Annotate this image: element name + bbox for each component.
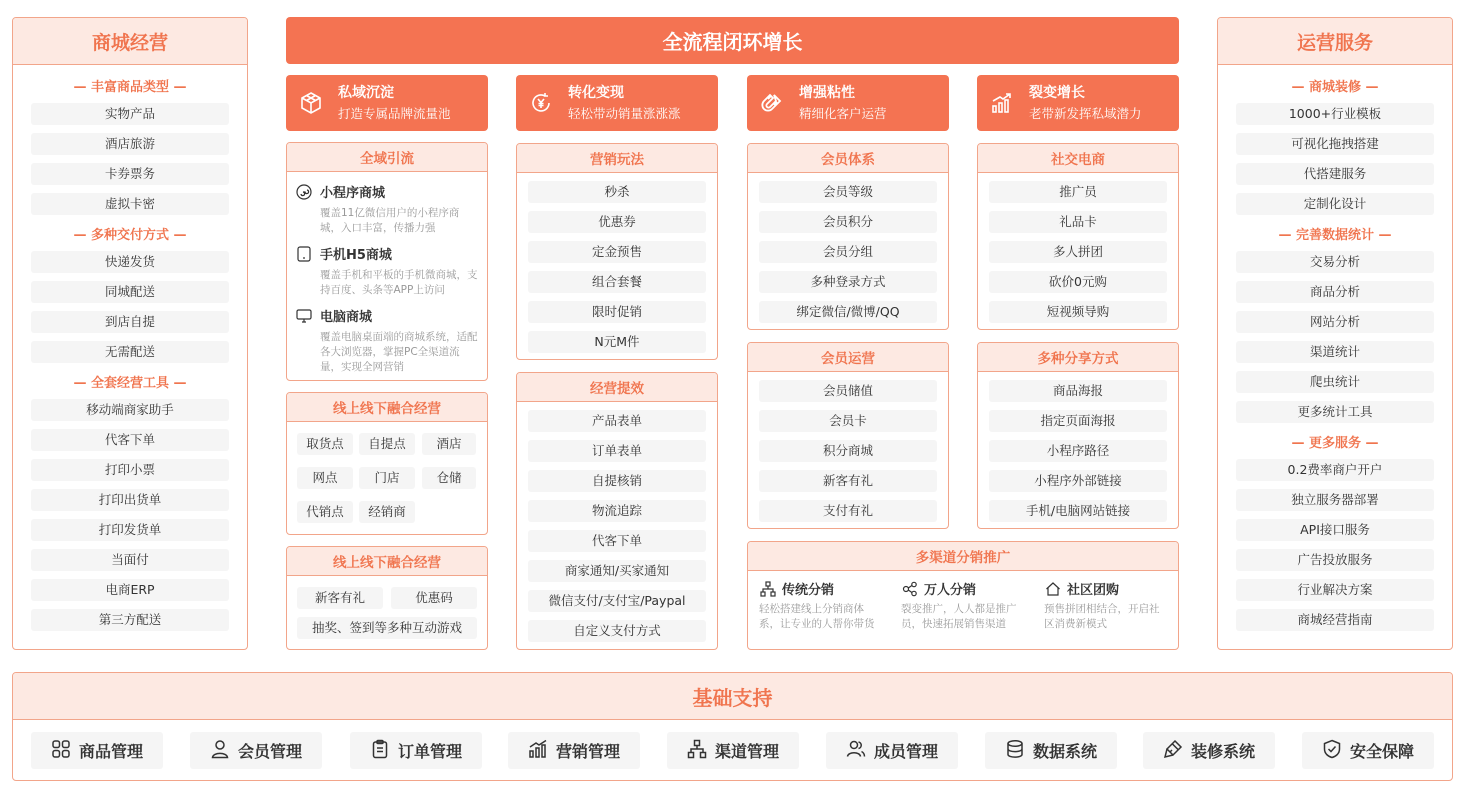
box-title: 多种分享方式 [978,343,1178,372]
member-item[interactable]: 会员积分 [759,211,937,233]
member-system-box [747,143,949,330]
card-title: 增强粘性 [799,84,855,101]
social-item[interactable]: 多人拼团 [989,241,1167,263]
game-item[interactable]: 抽奖、签到等多种互动游戏 [297,617,477,639]
o2o-item[interactable]: 网点 [297,467,353,489]
o2o-item[interactable]: 经销商 [359,501,415,523]
marketing-item[interactable]: N元M件 [528,331,706,353]
distribution-feature [901,579,1026,632]
social-commerce-box [977,143,1179,330]
right-item[interactable]: 独立服务器部署 [1236,489,1434,511]
base-item-marketing[interactable] [508,732,640,769]
efficiency-item[interactable]: 产品表单 [528,410,706,432]
o2o-box [286,392,488,535]
base-item-label: 数据系统 [1032,742,1097,761]
shield-icon [1322,739,1342,763]
cube-icon [298,90,324,116]
left-item[interactable]: 同城配送 [31,281,229,303]
right-item[interactable]: 可视化拖拽搭建 [1236,133,1434,155]
efficiency-item[interactable]: 自定义支付方式 [528,620,706,642]
left-item[interactable]: 当面付 [31,549,229,571]
o2o-item[interactable]: 代销点 [297,501,353,523]
feature-title [295,306,479,325]
clipboard-icon [370,739,390,763]
right-item[interactable]: 行业解决方案 [1236,579,1434,601]
box-title: 会员体系 [748,144,948,173]
right-panel-title: 运营服务 [1218,18,1452,65]
marketing-item[interactable]: 限时促销 [528,301,706,323]
marketing-item[interactable]: 秒杀 [528,181,706,203]
efficiency-item[interactable]: 自提核销 [528,470,706,492]
social-item[interactable]: 推广员 [989,181,1167,203]
share-item[interactable]: 小程序路径 [989,440,1167,462]
left-section-title: — 多种交付方式 — [73,228,187,243]
yen-cycle-icon [528,90,554,116]
left-section-title: — 全套经营工具 — [73,376,187,391]
distribution-feature [759,579,884,632]
feature-desc: 覆盖手机和平板的手机微商城，支持百度、头条等APP上访问 [320,269,478,296]
base-item-staff[interactable] [826,732,958,769]
base-item-label: 渠道管理 [714,742,779,761]
left-item[interactable]: 卡券票务 [31,163,229,185]
efficiency-item[interactable]: 商家通知/买家通知 [528,560,706,582]
right-item[interactable]: 更多统计工具 [1236,401,1434,423]
left-item[interactable]: 代客下单 [31,429,229,451]
left-item[interactable]: 无需配送 [31,341,229,363]
right-section-title: — 完善数据统计 — [1278,228,1392,243]
card-subtitle: 老带新发挥私域潜力 [1029,105,1142,121]
share-icon [901,580,918,597]
base-support [12,672,1453,781]
left-item[interactable]: 酒店旅游 [31,133,229,155]
base-item-label: 安全保障 [1349,742,1414,761]
card-title: 裂变增长 [1029,84,1085,101]
left-section-title: — 丰富商品类型 — [73,80,187,95]
game-item[interactable]: 新客有礼 [297,587,383,609]
left-panel [12,17,248,650]
share-item[interactable]: 小程序外部链接 [989,470,1167,492]
base-item-members[interactable] [190,732,322,769]
efficiency-item[interactable]: 物流追踪 [528,500,706,522]
card-private-domain[interactable] [286,75,488,131]
left-item[interactable]: 电商ERP [31,579,229,601]
share-item[interactable]: 商品海报 [989,380,1167,402]
feature-name: 万人分销 [924,583,977,598]
box-title: 多渠道分销推广 [748,542,1178,571]
right-item[interactable]: 1000+行业模板 [1236,103,1434,125]
box-title: 全域引流 [287,143,487,172]
card-title: 私域沉淀 [338,84,394,101]
marketing-item[interactable]: 定金预售 [528,241,706,263]
member-ops-item[interactable]: 支付有礼 [759,500,937,522]
member-ops-item[interactable]: 会员卡 [759,410,937,432]
feature-name: 传统分销 [782,583,835,598]
o2o-item[interactable]: 门店 [359,467,415,489]
card-subtitle: 打造专属品牌流量池 [338,105,451,121]
member-item[interactable]: 多种登录方式 [759,271,937,293]
share-item[interactable]: 手机/电脑网站链接 [989,500,1167,522]
member-ops-item[interactable]: 会员储值 [759,380,937,402]
grid-icon [51,739,71,763]
traffic-box [286,142,488,381]
monitor-icon [295,307,312,324]
right-item[interactable]: 商品分析 [1236,281,1434,303]
box-title: 线上线下融合经营 [287,393,487,422]
base-item-label: 会员管理 [237,742,302,761]
o2o-item[interactable]: 酒店 [422,433,476,455]
feature-desc: 覆盖11亿微信用户的小程序商城，入口丰富，传播力强 [320,207,460,234]
o2o-item[interactable]: 自提点 [359,433,415,455]
right-item[interactable]: 网站分析 [1236,311,1434,333]
social-item[interactable]: 短视频导购 [989,301,1167,323]
efficiency-item[interactable]: 订单表单 [528,440,706,462]
user-icon [210,739,230,763]
left-item[interactable]: 快递发货 [31,251,229,273]
share-methods-box [977,342,1179,529]
efficiency-item[interactable]: 微信支付/支付宝/Paypal [528,590,706,612]
base-item-data[interactable] [985,732,1117,769]
right-panel [1217,17,1453,650]
left-panel-title: 商城经营 [13,18,247,65]
box-title: 经营提效 [517,373,717,402]
right-item[interactable]: 定制化设计 [1236,193,1434,215]
member-ops-item[interactable]: 积分商城 [759,440,937,462]
left-item[interactable]: 打印发货单 [31,519,229,541]
mobile-icon [295,245,312,262]
right-item[interactable]: 爬虫统计 [1236,371,1434,393]
o2o-item[interactable]: 取货点 [297,433,353,455]
distribution-box [747,541,1179,650]
base-item-decoration[interactable] [1143,732,1275,769]
game-item[interactable]: 优惠码 [391,587,477,609]
right-section-title: — 更多服务 — [1291,436,1379,451]
o2o-games-box [286,546,488,650]
base-title: 基础支持 [13,673,1452,720]
right-item[interactable]: 商城经营指南 [1236,609,1434,631]
feature-title [295,244,479,263]
hierarchy-icon [759,580,776,597]
feature-desc: 轻松搭建线上分销商体系，让专业的人帮你带货 [759,603,875,630]
card-engagement[interactable] [747,75,949,131]
social-item[interactable]: 礼品卡 [989,211,1167,233]
card-title: 转化变现 [568,84,624,101]
growth-chart-icon [989,90,1015,116]
feature-name: 手机H5商城 [320,248,392,263]
efficiency-box [516,372,718,650]
right-item[interactable]: 0.2费率商户开户 [1236,459,1434,481]
left-item[interactable]: 打印出货单 [31,489,229,511]
left-item[interactable]: 移动端商家助手 [31,399,229,421]
marketing-item[interactable]: 优惠券 [528,211,706,233]
base-item-label: 成员管理 [873,742,938,761]
member-ops-box [747,342,949,529]
right-item[interactable]: 渠道统计 [1236,341,1434,363]
feature-desc: 预售拼团相结合，开启社区消费新模式 [1044,603,1160,630]
bar-chart-icon [528,739,548,763]
left-item[interactable]: 实物产品 [31,103,229,125]
left-item[interactable]: 虚拟卡密 [31,193,229,215]
base-item-channels[interactable] [667,732,799,769]
magnet-icon [759,90,785,116]
right-section-title: — 商城装修 — [1291,80,1379,95]
left-item[interactable]: 到店自提 [31,311,229,333]
feature-title [295,182,479,201]
card-subtitle: 精细化客户运营 [799,105,887,121]
member-item[interactable]: 绑定微信/微博/QQ [759,301,937,323]
card-conversion[interactable] [516,75,718,131]
share-item[interactable]: 指定页面海报 [989,410,1167,432]
brush-icon [1163,739,1183,763]
home-icon [1044,580,1061,597]
users-icon [846,739,866,763]
social-item[interactable]: 砍价0元购 [989,271,1167,293]
hierarchy-icon [687,739,707,763]
feature-desc: 裂变推广，人人都是推广员，快速拓展销售渠道 [901,603,1017,630]
right-item[interactable]: 代搭建服务 [1236,163,1434,185]
left-item[interactable]: 第三方配送 [31,609,229,631]
feature-desc: 覆盖电脑桌面端的商城系统，适配各大浏览器，掌握PC全渠道流量，实现全网营销 [320,331,478,373]
o2o-item[interactable]: 仓储 [422,467,476,489]
base-item-label: 营销管理 [555,742,620,761]
feature-name: 社区团购 [1067,583,1120,598]
card-subtitle: 轻松带动销量涨涨涨 [568,105,681,121]
mini-program-icon [295,183,312,200]
left-item[interactable]: 打印小票 [31,459,229,481]
right-item[interactable]: 交易分析 [1236,251,1434,273]
base-item-label: 商品管理 [78,742,143,761]
feature-name: 电脑商城 [320,310,373,325]
base-item-orders[interactable] [350,732,482,769]
database-icon [1005,739,1025,763]
marketing-item[interactable]: 组合套餐 [528,271,706,293]
efficiency-item[interactable]: 代客下单 [528,530,706,552]
base-item-goods[interactable] [31,732,163,769]
box-title: 线上线下融合经营 [287,547,487,576]
member-item[interactable]: 会员等级 [759,181,937,203]
card-fission[interactable] [977,75,1179,131]
member-ops-item[interactable]: 新客有礼 [759,470,937,492]
right-item[interactable]: API接口服务 [1236,519,1434,541]
base-item-label: 装修系统 [1190,742,1255,761]
box-title: 营销玩法 [517,144,717,173]
marketing-box [516,143,718,360]
right-item[interactable]: 广告投放服务 [1236,549,1434,571]
feature-name: 小程序商城 [320,186,386,201]
base-item-label: 订单管理 [397,742,462,761]
distribution-feature [1044,579,1169,632]
main-banner: 全流程闭环增长 [286,17,1179,64]
member-item[interactable]: 会员分组 [759,241,937,263]
box-title: 社交电商 [978,144,1178,173]
base-item-security[interactable] [1302,732,1434,769]
box-title: 会员运营 [748,343,948,372]
